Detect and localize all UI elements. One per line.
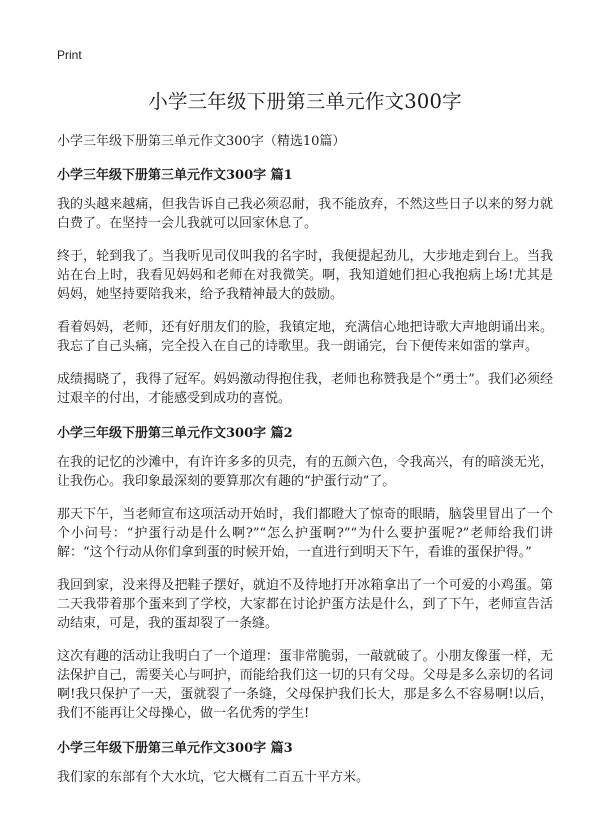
document-page [57, 44, 553, 801]
section-heading: 小学三年级下册第三单元作文300字 篇3 [57, 741, 293, 756]
essay-section-2 [57, 422, 553, 723]
paragraph: 成绩揭晓了，我得了冠军。妈妈激动得抱住我，老师也称赞我是个“勇士”。我们必须经过艰辛的付出，才能感受到成功的喜悦。 [57, 372, 553, 406]
print-link[interactable]: Print [57, 48, 82, 62]
essay-section-3 [57, 737, 553, 787]
paragraph: 我回到家，没来得及把鞋子摆好，就迫不及待地打开冰箱拿出了一个可爱的小鸡蛋。第二天我带着那个蛋来到了学校，大家都在讨论护蛋方法是什么，到了下午，老师宣告活动结束，可是，我的蛋却裂了一条缝。 [57, 578, 553, 631]
page-subtitle: 小学三年级下册第三单元作文300字（精选10篇） [57, 134, 346, 149]
paragraph: 我的头越来越痛，但我告诉自己我必须忍耐，我不能放弃，不然这些日子以来的努力就白费了。在坚持一会儿我就可以回家休息了。 [57, 197, 553, 231]
section-heading: 小学三年级下册第三单元作文300字 篇2 [57, 426, 293, 441]
paragraph: 在我的记忆的沙滩中，有许许多多的贝壳，有的五颜六色，令我高兴，有的暗淡无光，让我伤心。我印象最深刻的要算那次有趣的“护蛋行动”了。 [57, 455, 553, 489]
paragraph: 这次有趣的活动让我明白了一个道理：蛋非常脆弱，一敲就破了。小朋友像蛋一样，无法保护自己，需要关心与呵护，而能给我们这一切的只有父母。父母是多么亲切的名词啊!我只保护了一天，蛋就裂了一条缝，父母保护我们长大，那是多么不容易啊!以后，我们不能再让父母操心，做一名优秀的学生! [57, 649, 553, 721]
section-heading: 小学三年级下册第三单元作文300字 篇1 [57, 168, 293, 183]
paragraph: 看着妈妈，老师，还有好朋友们的脸，我镇定地，充满信心地把诗歌大声地朗诵出来。我忘了自己头痛，完全投入在自己的诗歌里。我一朗诵完，台下便传来如雷的掌声。 [57, 320, 553, 354]
page-title: 小学三年级下册第三单元作文300字 [148, 90, 462, 113]
paragraph: 终于，轮到我了。当我听见司仪叫我的名字时，我便提起劲儿，大步地走到台上。当我站在台上时，我看见妈妈和老师在对我微笑。啊，我知道她们担心我抱病上场!尤其是妈妈，她坚持要陪我来，给予我精神最大的鼓励。 [57, 249, 553, 302]
paragraph: 我们家的东部有个大水坑，它大概有二百五十平方米。 [57, 770, 370, 785]
essay-section-1 [57, 164, 553, 408]
paragraph: 那天下午，当老师宣布这项活动开始时，我们都瞪大了惊奇的眼睛，脑袋里冒出了一个个小问号：“护蛋行动是什么啊?”“怎么护蛋啊?”“为什么要护蛋呢?”老师给我们讲解：“这个行动从你们拿到蛋的时候开始，一直进行到明天下午，看谁的蛋保护得。” [57, 507, 553, 560]
